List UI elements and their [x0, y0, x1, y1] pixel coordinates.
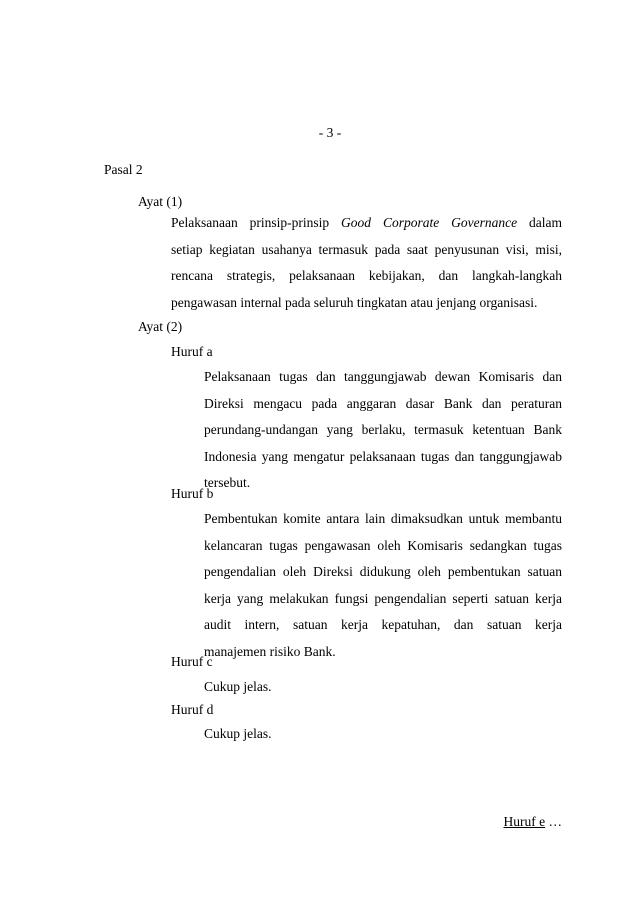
- huruf-a-line-2: Direksi mengacu pada anggaran dasar Bank dan peraturan: [204, 395, 562, 411]
- huruf-a-line-4: Indonesia yang mengatur pelaksanaan tugas dan tanggungjawab: [204, 448, 562, 464]
- huruf-b-line-3: pengendalian oleh Direksi didukung oleh pembentukan satuan: [204, 564, 562, 579]
- huruf-d-label: Huruf d: [171, 702, 214, 717]
- next-page-label: Huruf e: [503, 814, 546, 829]
- ayat-1-line-1: [171, 210, 562, 237]
- huruf-b-line-4: kerja yang melakukan fungsi pengendalian seperti satuan kerja: [204, 590, 562, 606]
- ayat-1-line-1-a: Pelaksanaan prinsip-prinsip: [171, 215, 342, 230]
- huruf-c-text: Cukup jelas.: [204, 679, 272, 694]
- page-number: - 3 -: [318, 125, 342, 140]
- huruf-b-line-2: kelancaran tugas pengawasan oleh Komisaris sedangkan tugas: [204, 537, 562, 553]
- next-page-catchword: [504, 814, 562, 830]
- ayat-1-label: Ayat (1): [138, 194, 183, 209]
- huruf-b-line-1: Pembentukan komite antara lain dimaksudkan untuk membantu: [204, 511, 562, 526]
- huruf-a-line-1: Pelaksanaan tugas dan tanggungjawab dewan Komisaris dan: [204, 369, 562, 384]
- huruf-a-paragraph: [204, 364, 562, 497]
- ayat-1-line-2: setiap kegiatan usahanya termasuk pada saat penyusunan visi, misi,: [171, 241, 562, 257]
- ayat-2-label: Ayat (2): [138, 319, 183, 334]
- huruf-b-line-5: audit intern, satuan kerja kepatuhan, dan satuan kerja: [204, 617, 562, 632]
- ayat-1-line-1-b: dalam: [517, 215, 562, 230]
- ayat-1-line-4: pengawasan internal pada seluruh tingkatan atau jenjang organisasi.: [171, 294, 538, 310]
- huruf-b-paragraph: [204, 506, 562, 665]
- huruf-a-line-5: tersebut.: [204, 475, 251, 490]
- ayat-1-line-1-italic: Good Corporate Governance: [341, 215, 518, 230]
- ayat-1-paragraph: [171, 210, 562, 316]
- huruf-b-line-6: manajemen risiko Bank.: [204, 643, 336, 659]
- pasal-heading: Pasal 2: [104, 162, 143, 177]
- ayat-1-line-3: rencana strategis, pelaksanaan kebijakan, dan langkah-langkah: [171, 268, 562, 283]
- huruf-b-label: Huruf b: [171, 486, 214, 501]
- huruf-c-label: Huruf c: [171, 654, 213, 669]
- next-page-ellipsis: …: [545, 814, 562, 829]
- huruf-a-line-3: perundang-undangan yang berlaku, termasuk ketentuan Bank: [204, 422, 562, 437]
- huruf-a-label: Huruf a: [171, 344, 213, 359]
- huruf-d-text: Cukup jelas.: [204, 726, 272, 741]
